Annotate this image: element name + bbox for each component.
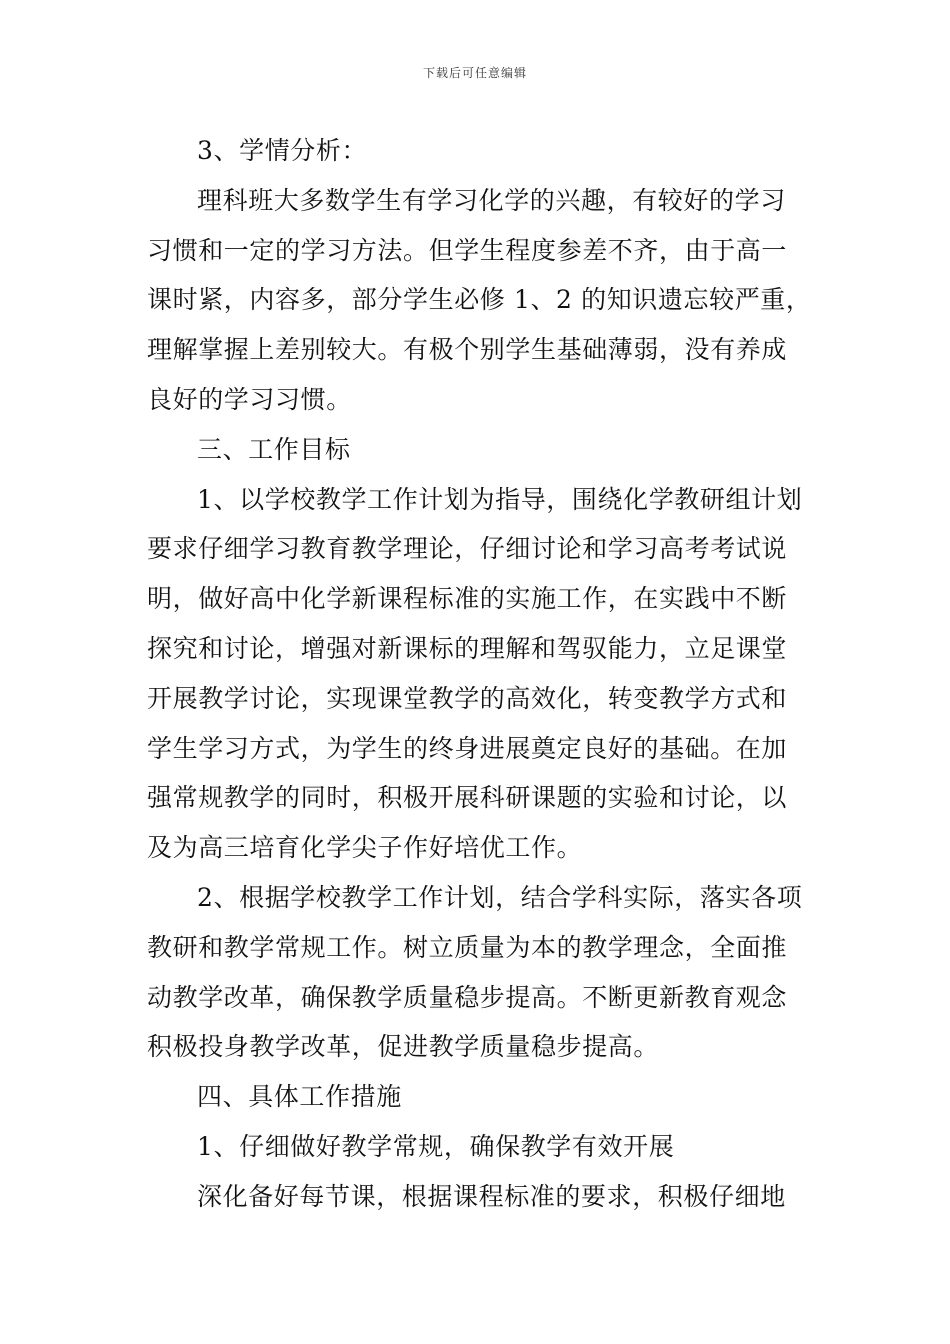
text-line: 明，做好高中化学新课程标准的实施工作，在实践中不断	[147, 584, 788, 614]
text-line: 强常规教学的同时，积极开展科研课题的实验和讨论，以	[147, 783, 788, 813]
text-line: 深化备好每节课，根据课程标准的要求，积极仔细地	[197, 1181, 786, 1211]
text-line: 三、工作目标	[197, 434, 351, 464]
text-line: 学生学习方式，为学生的终身进展奠定良好的基础。在加	[147, 733, 788, 763]
document-body	[147, 126, 812, 1222]
text-line: 良好的学习习惯。	[147, 384, 352, 414]
text-line: 2、根据学校教学工作计划，结合学科实际，落实各项	[197, 882, 803, 912]
text-line: 1、仔细做好教学常规，确保教学有效开展	[197, 1131, 675, 1161]
text-line: 习惯和一定的学习方法。但学生程度参差不齐，由于高一	[147, 235, 788, 265]
text-line: 四、具体工作措施	[197, 1082, 402, 1112]
text-line: 1、以学校教学工作计划为指导，围绕化学教研组计划	[197, 484, 803, 514]
text-line: 理解掌握上差别较大。有极个别学生基础薄弱，没有养成	[147, 335, 788, 365]
text-line: 理科班大多数学生有学习化学的兴趣，有较好的学习	[197, 185, 786, 215]
page-header: 下载后可任意编辑	[422, 66, 527, 80]
text-line: 积极投身教学改革，促进教学质量稳步提高。	[147, 1032, 660, 1062]
text-line: 动教学改革，确保教学质量稳步提高。不断更新教育观念	[147, 982, 788, 1012]
text-line: 3、学情分析：	[197, 136, 368, 165]
text-line: 及为高三培育化学尖子作好培优工作。	[147, 833, 583, 863]
text-line: 开展教学讨论，实现课堂教学的高效化，转变教学方式和	[147, 683, 788, 713]
text-line: 教研和教学常规工作。树立质量为本的教学理念，全面推	[147, 932, 788, 962]
text-line: 要求仔细学习教育教学理论，仔细讨论和学习高考考试说	[147, 534, 788, 564]
text-line: 探究和讨论，增强对新课标的理解和驾驭能力，立足课堂	[147, 633, 788, 663]
text-line: 课时紧，内容多，部分学生必修 1、2 的知识遗忘较严重，	[147, 285, 812, 315]
